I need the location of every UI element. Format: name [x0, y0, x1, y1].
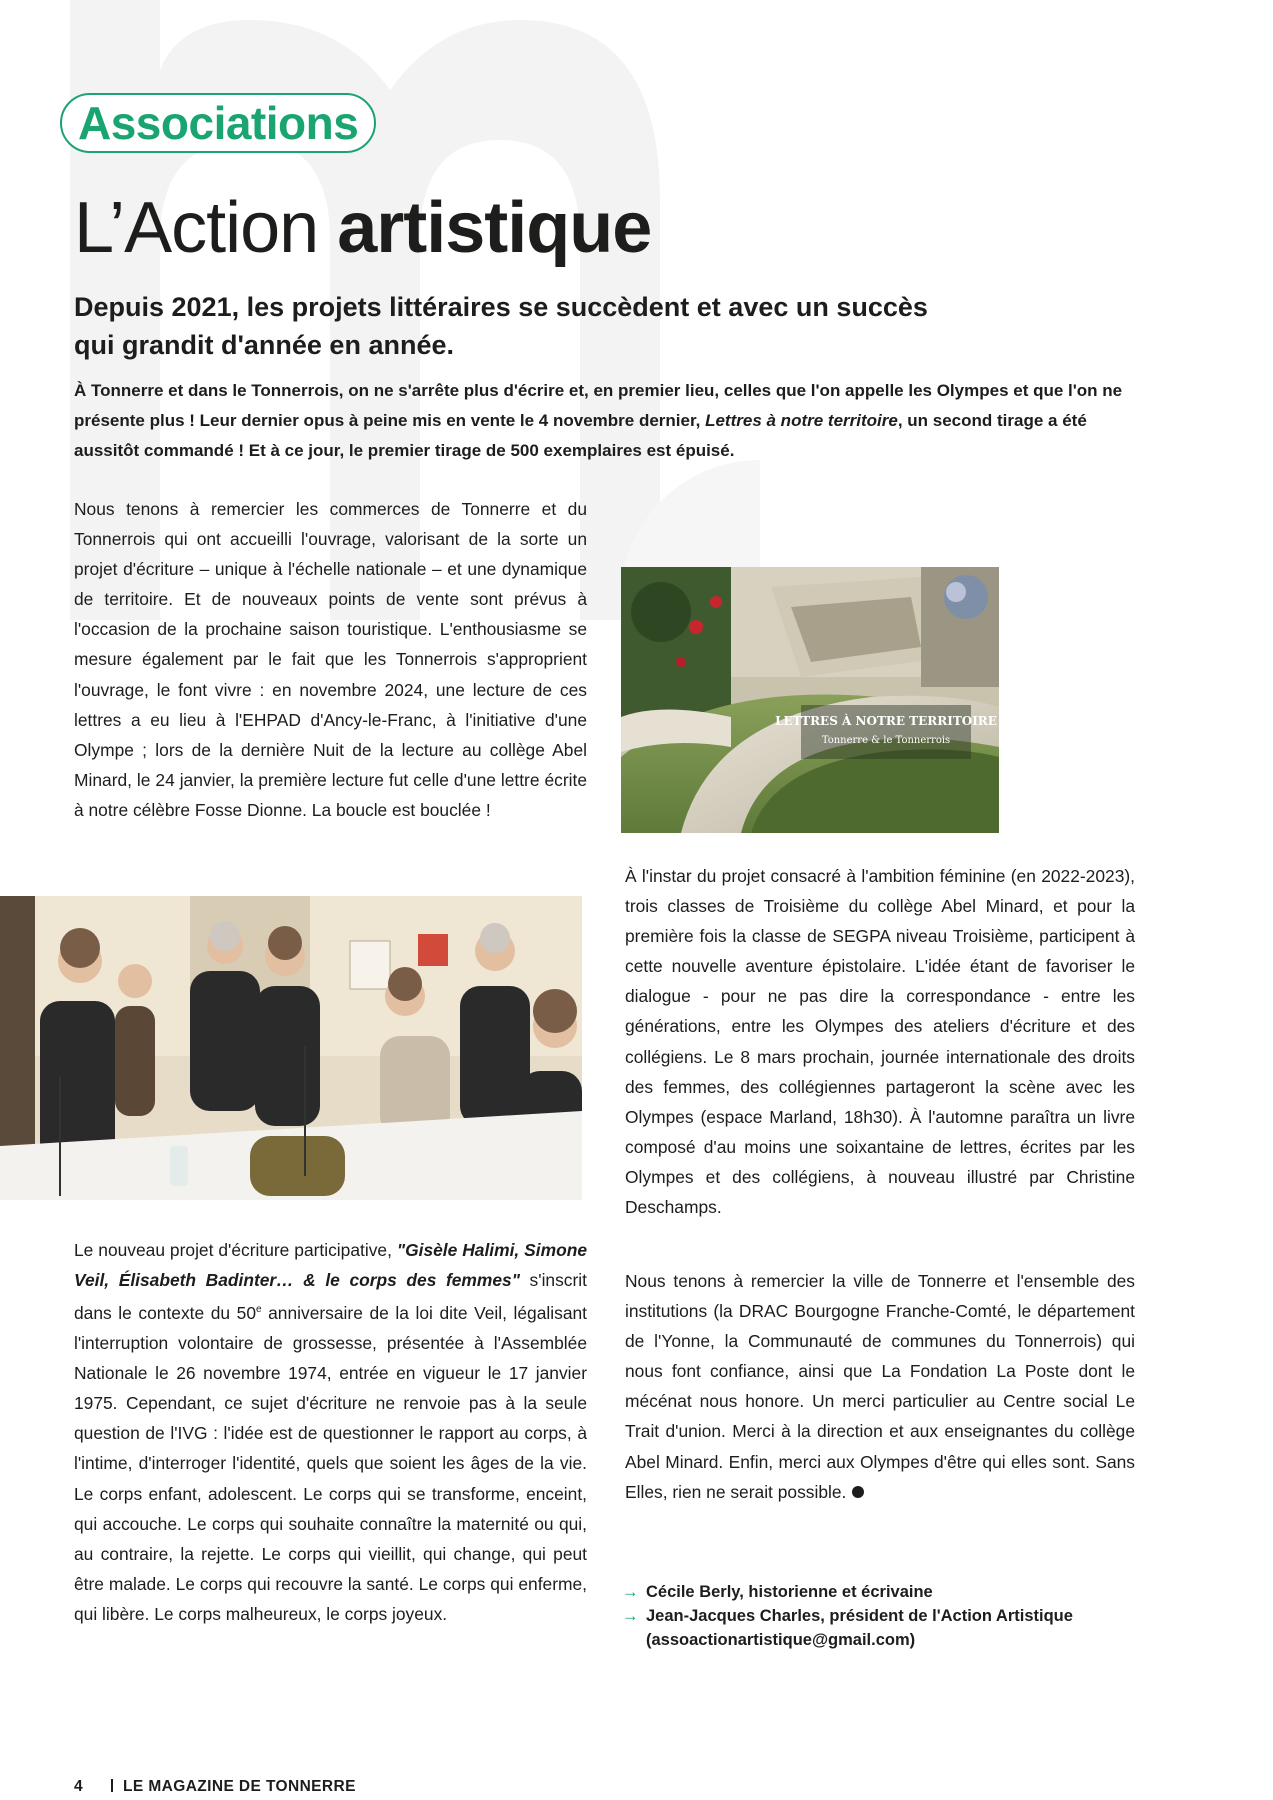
credit-text	[646, 1604, 1142, 1652]
arrow-icon: →	[622, 1607, 639, 1625]
column-right-top	[625, 861, 1135, 1222]
section-tag: Associations	[60, 93, 376, 153]
title-bold: artistique	[337, 188, 652, 268]
credit-line: Jean-Jacques Charles, président de l'Action Artistique	[646, 1607, 1073, 1625]
subtitle	[74, 288, 1054, 364]
lead-part-1: À Tonnerre et dans le Tonnerrois, on ne s'arrête plus d'écrire et, en premier lieu, celles que l'on appelle les Olympes et que l'on ne présente plus ! Leur dernier opus à peine mis en vente le 4 novembre dernier,	[74, 381, 1123, 430]
book-cover-illustration	[621, 567, 999, 833]
credit-text	[646, 1580, 1142, 1604]
column-left-top	[74, 494, 587, 825]
footer-divider	[111, 1779, 113, 1792]
project-title: "Gisèle Halimi, Simone Veil, Élisabeth Badinter… & le corps des femmes"	[74, 1240, 587, 1291]
reading-group-image	[0, 896, 582, 1200]
lead-paragraph	[74, 376, 1140, 466]
credit-contact-email: (assoactionartistique@gmail.com)	[646, 1631, 916, 1649]
magazine-name: LE MAGAZINE DE TONNERRE	[123, 1778, 356, 1795]
end-mark-icon	[852, 1486, 864, 1498]
ordinal-superscript: e	[256, 1304, 262, 1316]
new-project-after-title: s'inscrit dans le contexte du 50	[74, 1270, 587, 1323]
reading-group-photo	[0, 896, 582, 1200]
author-credits	[622, 1580, 1142, 1652]
book-cover-title: LETTRES À NOTRE TERRITOIRE	[775, 714, 997, 728]
paragraph-thanks-shops: Nous tenons à remercier les commerces de Tonnerre et du Tonnerrois qui ont accueilli l'ouvrage, valorisant de la sorte un projet d'écriture – unique à l'échelle nationale – et une dynamique de territoire. Et de nouveaux points de vente sont prévus à l'occasion de la prochaine saison touristique. L'enthousiasme se mesure également par le fait que les Tonnerrois s'approprient l'ouvrage, le font vivre : en novembre 2024, une lecture de ces lettres a eu lieu à l'EHPAD d'Ancy-le-Franc, à l'initiative d'une Olympe ; lors de la dernière Nuit de la lecture au collège Abel Minard, le 24 janvier, la première lecture fut celle d'une lettre écrite à notre célèbre Fosse Dionne. La boucle est bouclée !	[74, 499, 587, 820]
new-project-rest: anniversaire de la loi dite Veil, légalisant l'interruption volontaire de grossesse, présentée à l'Assemblée Nationale le 26 novembre 1974, entrée en vigueur le 17 janvier 1975. Cependant, ce sujet d'écriture ne renvoie pas à la seule question de l'IVG : l'idée est de questionner le rapport au corps, à l'intime, d'interroger l'identité, quels que soient les âges de la vie. Le corps enfant, adolescent. Le corps qui se transforme, enceint, qui accouche. Le corps qui souhaite connaître la maternité ou qui, au contraire, la rejette. Le corps qui vieillit, qui change, qui peut être malade. Le corps qui recouvre la santé. Le corps qui enferme, qui libère. Le corps malheureux, le corps joyeux.	[74, 1302, 588, 1624]
paragraph-school-project: À l'instar du projet consacré à l'ambition féminine (en 2022-2023), trois classes de Troisième du collège Abel Minard, et pour la première fois la classe de SEGPA niveau Troisième, participent à cette nouvelle aventure épistolaire. L'idée étant de favoriser le dialogue - pour ne pas dire la correspondance - entre les générations, entre les Olympes des ateliers d'écriture et des collégiens. Le 8 mars prochain, journée internationale des droits des femmes, des collégiennes partageront la scène avec les Olympes (espace Marland, 18h30). À l'automne paraîtra un livre composé d'au moins une soixantaine de lettres, écrites par les Olympes et des collégiens, à nouveau illustré par Christine Deschamps.	[625, 866, 1135, 1218]
new-project-intro: Le nouveau projet d'écriture participative,	[74, 1240, 397, 1260]
arrow-icon: →	[622, 1583, 639, 1601]
title-light: L’Action	[74, 188, 319, 268]
subtitle-line-2: qui grandit d'année en année.	[74, 330, 454, 360]
subtitle-line-1: Depuis 2021, les projets littéraires se succèdent et avec un succès	[74, 292, 928, 322]
book-cover-image	[621, 567, 999, 833]
credit-entry	[622, 1604, 1142, 1652]
page-footer	[74, 1777, 356, 1797]
thanks-institutions-text: Nous tenons à remercier la ville de Tonnerre et l'ensemble des institutions (la DRAC Bourgogne Franche-Comté, le département de l'Yonne, la Communauté de communes du Tonnerrois) qui nous font confiance, ainsi que La Fondation La Poste dont le mécénat nous honore. Un merci particulier au Centre social Le Trait d'union. Merci à la direction et aux enseignantes du collège Abel Minard. Enfin, merci aux Olympes d'être qui elles sont. Sans Elles, rien ne serait possible.	[625, 1271, 1135, 1502]
paragraph-thanks-institutions	[625, 1266, 1135, 1507]
credit-entry	[622, 1580, 1142, 1604]
paragraph-new-project	[74, 1235, 587, 1629]
column-left-bottom	[74, 1235, 587, 1629]
lead-book-title: Lettres à notre territoire	[705, 411, 898, 430]
credit-line: Cécile Berly, historienne et écrivaine	[646, 1583, 933, 1601]
column-right-bottom	[625, 1266, 1135, 1507]
book-cover-subtitle: Tonnerre & le Tonnerrois	[821, 735, 951, 746]
page-number: 4	[74, 1778, 84, 1795]
lead-part-2: , un second tirage a été aussitôt commandé ! Et à ce jour, le premier tirage de 500 exemplaires est épuisé.	[74, 411, 1087, 460]
page-title	[74, 186, 651, 270]
